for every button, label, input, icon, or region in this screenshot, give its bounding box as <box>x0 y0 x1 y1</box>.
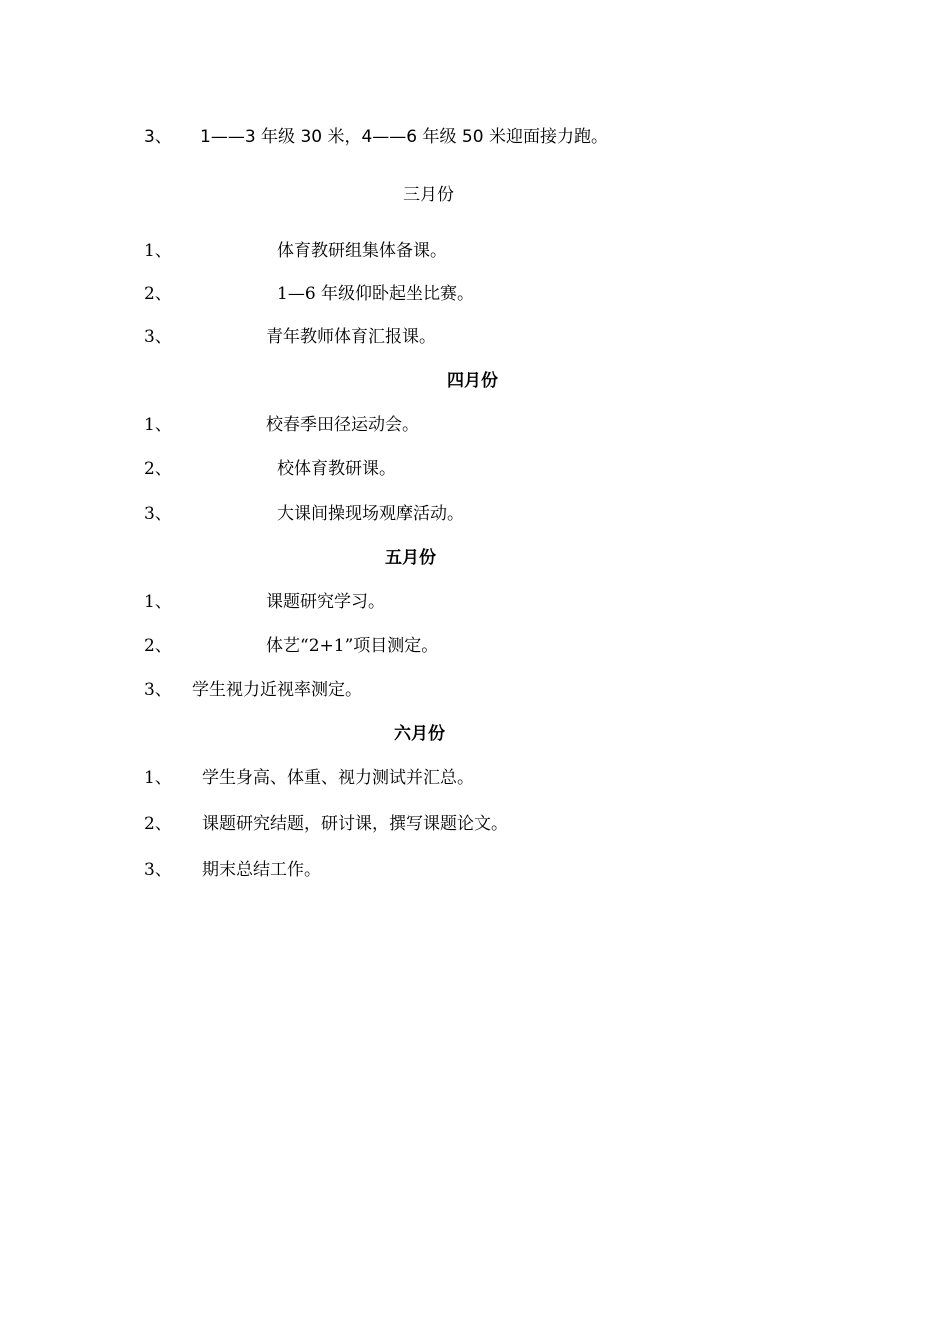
item-text: 课题研究学习。 <box>266 592 385 612</box>
item-number: 1、 <box>144 415 172 435</box>
item-number: 1、 <box>144 592 172 612</box>
item-text: 青年教师体育汇报课。 <box>266 327 436 347</box>
item-number: 2、 <box>144 636 172 656</box>
item-number: 2、 <box>144 284 172 304</box>
item-number: 3、 <box>144 860 172 880</box>
item-text: 学生身高、体重、视力测试并汇总。 <box>202 768 474 788</box>
item-number: 3、 <box>144 327 172 347</box>
item-number: 2、 <box>144 459 172 479</box>
item-text: 期末总结工作。 <box>202 860 321 880</box>
item-text: 校春季田径运动会。 <box>266 415 419 435</box>
item-number: 1、 <box>144 241 172 261</box>
item-number: 3、 <box>144 504 172 524</box>
item-number: 2、 <box>144 814 172 834</box>
section-title-may: 五月份 <box>385 548 436 568</box>
section-title-march: 三月份 <box>403 185 454 205</box>
item-text: 课题研究结题，研讨课，撰写课题论文。 <box>202 814 508 834</box>
item-text: 校体育教研课。 <box>277 459 396 479</box>
item-number: 1、 <box>144 768 172 788</box>
item-number: 3、 <box>144 680 172 700</box>
item-text: 体育教研组集体备课。 <box>277 241 447 261</box>
item-text: 1——3 年级 30 米，4——6 年级 50 米迎面接力跑。 <box>200 127 608 147</box>
item-text: 大课间操现场观摩活动。 <box>277 504 464 524</box>
item-text: 1—6 年级仰卧起坐比赛。 <box>277 284 475 304</box>
item-number: 3、 <box>144 127 172 147</box>
item-text: 学生视力近视率测定。 <box>192 680 362 700</box>
section-title-june: 六月份 <box>394 724 445 744</box>
section-title-april: 四月份 <box>447 371 498 391</box>
item-text: 体艺“2+1”项目测定。 <box>266 636 439 656</box>
